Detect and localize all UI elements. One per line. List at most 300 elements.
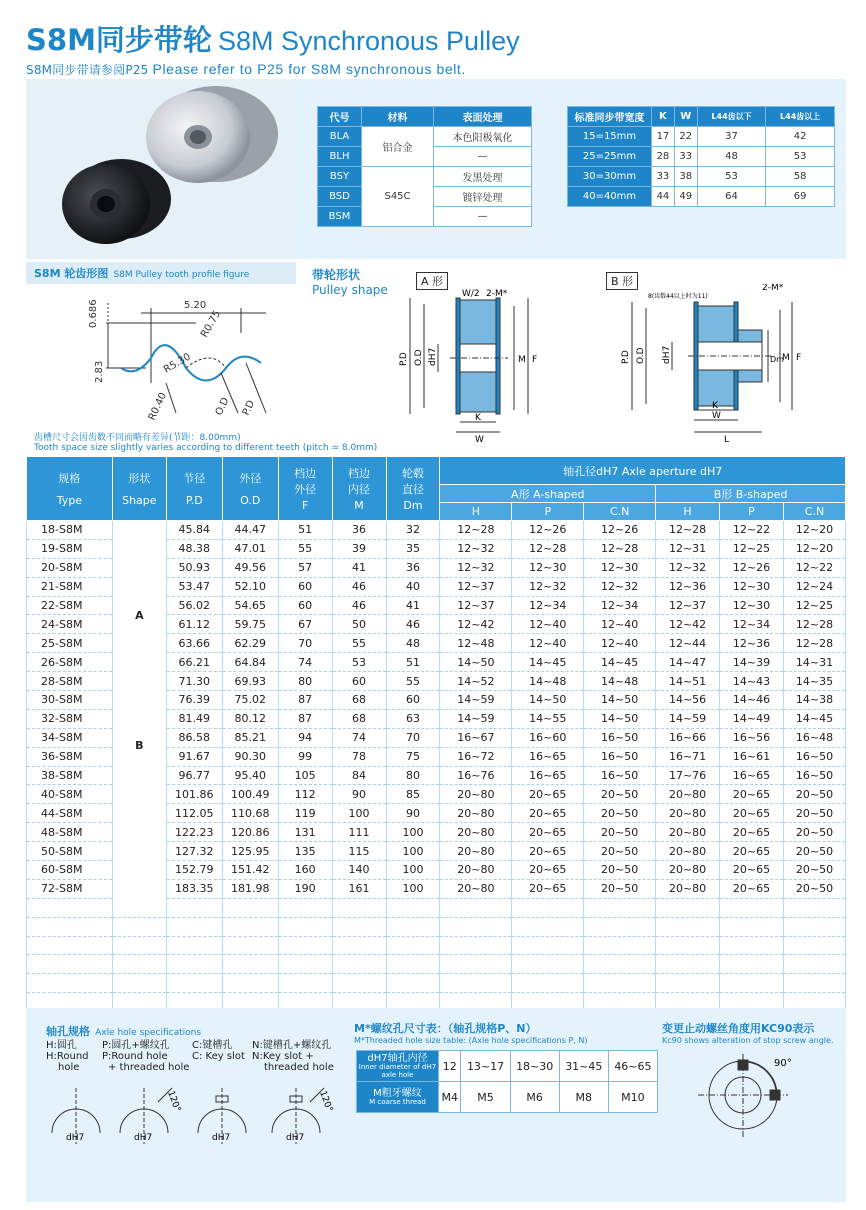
blank-cell — [166, 974, 222, 993]
value-cell: 74 — [278, 653, 332, 672]
tooth-note-en: Tooth space size slightly varies according to different teeth (pitch = 8.0mm) — [34, 443, 378, 453]
material-cell: S45C — [362, 167, 434, 227]
blank-cell — [278, 917, 332, 936]
pulley-shape-heading — [312, 266, 388, 297]
col-sub: P — [720, 503, 784, 521]
value-cell: 12~30 — [720, 596, 784, 615]
treatment-cell: 镀锌处理 — [434, 187, 532, 207]
value-cell: 20~50 — [783, 842, 845, 861]
blank-cell — [512, 917, 584, 936]
value-cell: 12~34 — [720, 615, 784, 634]
value-cell: 14~50 — [584, 691, 656, 710]
blank-cell — [720, 917, 784, 936]
col-shape-en: Shape — [122, 494, 157, 507]
blank-cell — [440, 917, 512, 936]
blank-cell — [656, 917, 720, 936]
type-cell: 28-S8M — [27, 672, 113, 691]
value-cell: 20~65 — [512, 823, 584, 842]
value-cell: 12~37 — [440, 596, 512, 615]
value-cell: 14~45 — [512, 653, 584, 672]
col-dm-en: Dm — [403, 499, 423, 512]
shape-a-dim: M — [518, 355, 526, 365]
type-cell: 19-S8M — [27, 539, 113, 558]
value-cell: 69.93 — [222, 672, 278, 691]
blank-cell — [783, 974, 845, 993]
axle-type-line: C:键槽孔 — [192, 1040, 233, 1051]
shape-b-dim: P.D — [621, 350, 631, 364]
col-spec-cn: 规格 — [58, 472, 81, 485]
value-cell: 51 — [386, 653, 440, 672]
thread-cell: 31~45 — [559, 1051, 608, 1082]
col-sub: C.N — [783, 503, 845, 521]
value-cell: 50.93 — [166, 558, 222, 577]
width-table-header: 标准同步带宽度 — [568, 107, 652, 127]
value-cell: 90 — [332, 785, 386, 804]
value-cell: 111 — [332, 823, 386, 842]
value-cell: 36 — [386, 558, 440, 577]
shape-a-dim: O.D — [414, 349, 424, 366]
blank-cell — [440, 936, 512, 955]
value-cell: 60 — [278, 596, 332, 615]
value-cell: 59.75 — [222, 615, 278, 634]
treatment-cell: — — [434, 147, 532, 167]
value-cell: 70 — [386, 728, 440, 747]
type-cell: 40-S8M — [27, 785, 113, 804]
value-cell: 20~65 — [720, 785, 784, 804]
belt-width-table — [567, 106, 835, 207]
blank-cell — [440, 955, 512, 974]
value-cell: 16~67 — [440, 728, 512, 747]
width-table-cell: 15=15mm — [568, 127, 652, 147]
blank-cell — [222, 936, 278, 955]
value-cell: 16~50 — [584, 728, 656, 747]
value-cell: 14~49 — [720, 709, 784, 728]
value-cell: 152.79 — [166, 861, 222, 880]
blank-cell — [440, 974, 512, 993]
value-cell: 12~32 — [440, 558, 512, 577]
value-cell: 100 — [332, 804, 386, 823]
col-sub: H — [656, 503, 720, 521]
value-cell: 14~39 — [720, 653, 784, 672]
kc90-angle: 90° — [774, 1058, 792, 1069]
value-cell: 160 — [278, 861, 332, 880]
value-cell: 64.84 — [222, 653, 278, 672]
blank-row — [27, 917, 846, 936]
blank-cell — [386, 974, 440, 993]
blank-cell — [656, 898, 720, 917]
value-cell: 57 — [278, 558, 332, 577]
value-cell: 56.02 — [166, 596, 222, 615]
thread-cell: M8 — [559, 1082, 608, 1113]
width-table-cell: 49 — [674, 187, 697, 207]
value-cell: 12~20 — [783, 521, 845, 540]
type-cell: 48-S8M — [27, 823, 113, 842]
value-cell: 17~76 — [656, 766, 720, 785]
value-cell: 101.86 — [166, 785, 222, 804]
width-table-header: L44齿以下 — [697, 107, 766, 127]
thread-row1-head-cn: dH7轴孔内径 — [367, 1052, 428, 1064]
code-cell: BLH — [318, 147, 362, 167]
blank-cell — [278, 936, 332, 955]
value-cell: 80.12 — [222, 709, 278, 728]
thread-row2-head-cn: M粗牙螺纹 — [373, 1087, 422, 1099]
col-a-shaped: A形 A-shaped — [440, 485, 656, 503]
blank-row — [27, 974, 846, 993]
value-cell: 54.65 — [222, 596, 278, 615]
tooth-profile-drawing — [26, 288, 296, 428]
col-sub: C.N — [584, 503, 656, 521]
type-cell: 22-S8M — [27, 596, 113, 615]
value-cell: 16~50 — [584, 747, 656, 766]
thread-cell: M4 — [439, 1082, 461, 1113]
value-cell: 12~36 — [720, 634, 784, 653]
blank-cell — [332, 917, 386, 936]
blank-cell — [278, 955, 332, 974]
shape-b-dim: 8(齿数44以上时为11) — [648, 293, 708, 300]
type-cell: 32-S8M — [27, 709, 113, 728]
thread-row1-head — [357, 1051, 439, 1082]
value-cell: 140 — [332, 861, 386, 880]
value-cell: 45.84 — [166, 521, 222, 540]
blank-row — [27, 955, 846, 974]
value-cell: 14~55 — [512, 709, 584, 728]
blank-cell — [783, 955, 845, 974]
value-cell: 95.40 — [222, 766, 278, 785]
width-table-cell: 48 — [697, 147, 766, 167]
value-cell: 20~80 — [440, 804, 512, 823]
value-cell: 76.39 — [166, 691, 222, 710]
value-cell: 14~35 — [783, 672, 845, 691]
blank-cell — [720, 898, 784, 917]
material-table — [317, 106, 532, 227]
blank-cell — [27, 917, 113, 936]
type-cell: 30-S8M — [27, 691, 113, 710]
value-cell: 20~65 — [720, 804, 784, 823]
shape-a-label: A 形 — [416, 272, 448, 290]
value-cell: 12~32 — [656, 558, 720, 577]
type-cell: 26-S8M — [27, 653, 113, 672]
shape-a-drawing — [390, 284, 540, 444]
value-cell: 20~50 — [584, 861, 656, 880]
value-cell: 20~80 — [656, 842, 720, 861]
material-table-header: 材料 — [362, 107, 434, 127]
value-cell: 14~47 — [656, 653, 720, 672]
blank-cell — [27, 974, 113, 993]
value-cell: 12~48 — [440, 634, 512, 653]
code-cell: BLA — [318, 127, 362, 147]
angle-label: 120° — [317, 1089, 334, 1114]
width-table-cell: 17 — [652, 127, 675, 147]
blank-cell — [584, 955, 656, 974]
blank-cell — [332, 955, 386, 974]
col-sub: H — [440, 503, 512, 521]
value-cell: 12~28 — [783, 615, 845, 634]
subtitle-cn: S8M同步带请参阅P25 — [26, 63, 149, 77]
col-shape — [112, 457, 166, 521]
value-cell: 16~50 — [783, 747, 845, 766]
blank-cell — [656, 974, 720, 993]
value-cell: 14~56 — [656, 691, 720, 710]
value-cell: 20~50 — [783, 879, 845, 898]
value-cell: 112.05 — [166, 804, 222, 823]
value-cell: 12~28 — [584, 539, 656, 558]
value-cell: 60 — [278, 577, 332, 596]
type-cell: 21-S8M — [27, 577, 113, 596]
value-cell: 20~50 — [783, 804, 845, 823]
value-cell: 20~65 — [720, 842, 784, 861]
kc90-title-cn: 变更止动螺丝角度用KC90表示 — [662, 1022, 815, 1035]
type-cell: 38-S8M — [27, 766, 113, 785]
blank-cell — [112, 917, 166, 936]
value-cell: 20~50 — [584, 842, 656, 861]
blank-cell — [166, 955, 222, 974]
blank-cell — [222, 974, 278, 993]
axle-type-line: N:Key slot + — [252, 1051, 314, 1062]
tooth-profile-title-cn: S8M 轮齿形图 — [34, 267, 109, 280]
thread-title-cn: M*螺纹孔尺寸表：（轴孔规格P、N） — [354, 1022, 537, 1035]
blank-cell — [166, 936, 222, 955]
value-cell: 20~65 — [720, 861, 784, 880]
thread-table-heading — [354, 1020, 587, 1045]
value-cell: 74 — [332, 728, 386, 747]
material-table-header: 表面处理 — [434, 107, 532, 127]
width-table-cell: 38 — [674, 167, 697, 187]
axle-type-n — [252, 1040, 352, 1073]
col-sub: P — [512, 503, 584, 521]
value-cell: 16~71 — [656, 747, 720, 766]
value-cell: 12~40 — [584, 634, 656, 653]
blank-cell — [386, 898, 440, 917]
blank-cell — [332, 974, 386, 993]
value-cell: 20~65 — [512, 861, 584, 880]
value-cell: 12~40 — [512, 634, 584, 653]
value-cell: 14~50 — [440, 653, 512, 672]
value-cell: 14~46 — [720, 691, 784, 710]
thread-cell: 13~17 — [461, 1051, 510, 1082]
title-en: S8M Synchronous Pulley — [217, 26, 520, 56]
value-cell: 14~50 — [584, 709, 656, 728]
value-cell: 190 — [278, 879, 332, 898]
value-cell: 16~61 — [720, 747, 784, 766]
value-cell: 51 — [278, 521, 332, 540]
value-cell: 12~34 — [584, 596, 656, 615]
shape-b-dim: Dm — [770, 355, 784, 364]
value-cell: 16~56 — [720, 728, 784, 747]
value-cell: 100 — [386, 842, 440, 861]
shape-b-dim: O.D — [636, 347, 646, 364]
thread-cell: M6 — [510, 1082, 559, 1113]
blank-cell — [656, 955, 720, 974]
type-cell: 24-S8M — [27, 615, 113, 634]
blank-cell — [512, 974, 584, 993]
col-f — [278, 457, 332, 521]
value-cell: 67 — [278, 615, 332, 634]
blank-cell — [386, 955, 440, 974]
subtitle — [26, 61, 846, 78]
type-cell: 18-S8M — [27, 521, 113, 540]
spec-table — [26, 456, 846, 1012]
col-m-cn: 档边内径 — [348, 467, 371, 496]
shape-a-dim: P.D — [399, 352, 409, 366]
value-cell: 70 — [278, 634, 332, 653]
value-cell: 75.02 — [222, 691, 278, 710]
blank-cell — [584, 936, 656, 955]
axle-type-line: H:圆孔 — [46, 1040, 77, 1051]
axle-type-line: N:键槽孔+螺纹孔 — [252, 1040, 332, 1051]
blank-cell — [166, 917, 222, 936]
value-cell: 66.21 — [166, 653, 222, 672]
value-cell: 20~50 — [584, 823, 656, 842]
code-cell: BSM — [318, 207, 362, 227]
value-cell: 16~72 — [440, 747, 512, 766]
width-table-cell: 30=30mm — [568, 167, 652, 187]
shape-b-dim: M — [782, 353, 790, 363]
value-cell: 12~37 — [656, 596, 720, 615]
shape-b-dim: L — [724, 435, 730, 444]
kc90-heading — [662, 1020, 842, 1045]
width-table-cell: 69 — [766, 187, 835, 207]
value-cell: 14~48 — [512, 672, 584, 691]
value-cell: 91.67 — [166, 747, 222, 766]
value-cell: 12~28 — [656, 521, 720, 540]
value-cell: 12~25 — [720, 539, 784, 558]
value-cell: 110.68 — [222, 804, 278, 823]
treatment-cell: — — [434, 207, 532, 227]
blank-cell — [222, 917, 278, 936]
blank-cell — [332, 936, 386, 955]
blank-cell — [112, 898, 166, 917]
blank-row — [27, 936, 846, 955]
thread-table — [356, 1050, 658, 1113]
value-cell: 48 — [386, 634, 440, 653]
type-cell: 25-S8M — [27, 634, 113, 653]
value-cell: 16~65 — [512, 747, 584, 766]
pulley-shape-title-en: Pulley shape — [312, 283, 388, 297]
axle-type-line: P:Round hole — [102, 1051, 168, 1062]
value-cell: 14~31 — [783, 653, 845, 672]
blank-cell — [222, 955, 278, 974]
value-cell: 14~50 — [512, 691, 584, 710]
material-cell: 铝合金 — [362, 127, 434, 167]
value-cell: 20~65 — [512, 804, 584, 823]
width-table-cell: 37 — [697, 127, 766, 147]
value-cell: 63.66 — [166, 634, 222, 653]
value-cell: 12~32 — [512, 577, 584, 596]
value-cell: 20~50 — [783, 823, 845, 842]
value-cell: 20~80 — [656, 804, 720, 823]
value-cell: 14~38 — [783, 691, 845, 710]
value-cell: 49.56 — [222, 558, 278, 577]
shape-a-dim: K — [475, 413, 481, 423]
value-cell: 90.30 — [222, 747, 278, 766]
value-cell: 115 — [332, 842, 386, 861]
value-cell: 12~28 — [512, 539, 584, 558]
blank-cell — [112, 936, 166, 955]
value-cell: 12~30 — [584, 558, 656, 577]
value-cell: 20~80 — [656, 861, 720, 880]
blank-cell — [584, 917, 656, 936]
shape-a-dim: 2-M* — [486, 289, 508, 299]
width-table-cell: 53 — [697, 167, 766, 187]
value-cell: 20~65 — [512, 879, 584, 898]
value-cell: 41 — [386, 596, 440, 615]
value-cell: 90 — [386, 804, 440, 823]
col-f-en: F — [301, 499, 309, 512]
value-cell: 127.32 — [166, 842, 222, 861]
blank-cell — [440, 898, 512, 917]
col-dm — [386, 457, 440, 521]
value-cell: 55 — [278, 539, 332, 558]
value-cell: 161 — [332, 879, 386, 898]
shape-cell: B — [112, 709, 166, 898]
col-od — [222, 457, 278, 521]
dh7-label: dH7 — [66, 1133, 85, 1143]
subtitle-en: Please refer to P25 for S8M synchronous belt. — [152, 61, 466, 77]
blank-cell — [112, 955, 166, 974]
col-f-cn: 档边外径 — [294, 467, 317, 496]
value-cell: 60 — [386, 691, 440, 710]
value-cell: 135 — [278, 842, 332, 861]
width-table-header: W — [674, 107, 697, 127]
value-cell: 32 — [386, 521, 440, 540]
tooth-profile-heading — [26, 262, 296, 284]
value-cell: 47.01 — [222, 539, 278, 558]
value-cell: 20~80 — [656, 823, 720, 842]
value-cell: 12~25 — [783, 596, 845, 615]
value-cell: 100 — [386, 861, 440, 880]
value-cell: 55 — [332, 634, 386, 653]
value-cell: 53 — [332, 653, 386, 672]
thread-cell: 46~65 — [608, 1051, 657, 1082]
dh7-label: dH7 — [286, 1133, 305, 1143]
value-cell: 12~44 — [656, 634, 720, 653]
width-table-header: K — [652, 107, 675, 127]
blank-cell — [278, 974, 332, 993]
value-cell: 63 — [386, 709, 440, 728]
value-cell: 39 — [332, 539, 386, 558]
tooth-profile-title-en: S8M Pulley tooth profile figure — [113, 270, 250, 280]
value-cell: 87 — [278, 709, 332, 728]
value-cell: 40 — [386, 577, 440, 596]
shape-b-dim: K — [712, 401, 718, 411]
blank-cell — [783, 898, 845, 917]
type-cell: 60-S8M — [27, 861, 113, 880]
axle-spec-heading — [46, 1020, 201, 1039]
thread-cell: 18~30 — [510, 1051, 559, 1082]
value-cell: 183.35 — [166, 879, 222, 898]
blank-cell — [332, 898, 386, 917]
value-cell: 16~60 — [512, 728, 584, 747]
width-table-cell: 58 — [766, 167, 835, 187]
value-cell: 20~80 — [440, 842, 512, 861]
width-table-cell: 40=40mm — [568, 187, 652, 207]
axle-spec-title-en: Axle hole specifications — [95, 1028, 202, 1038]
value-cell: 44.47 — [222, 521, 278, 540]
col-b-shaped: B形 B-shaped — [656, 485, 846, 503]
axle-spec-title-cn: 轴孔规格 — [46, 1025, 90, 1038]
value-cell: 12~26 — [720, 558, 784, 577]
value-cell: 87 — [278, 691, 332, 710]
shape-b-dim: dH7 — [662, 345, 672, 364]
kc90-drawing — [688, 1050, 808, 1140]
shape-b-dim: W — [712, 411, 721, 421]
thread-row2-head — [357, 1082, 439, 1113]
value-cell: 14~59 — [656, 709, 720, 728]
thread-row2-head-en: M coarse thread — [369, 1097, 426, 1106]
blank-cell — [27, 955, 113, 974]
dim-label: R0.40 — [146, 391, 170, 423]
axle-type-line: + threaded hole — [108, 1062, 190, 1073]
